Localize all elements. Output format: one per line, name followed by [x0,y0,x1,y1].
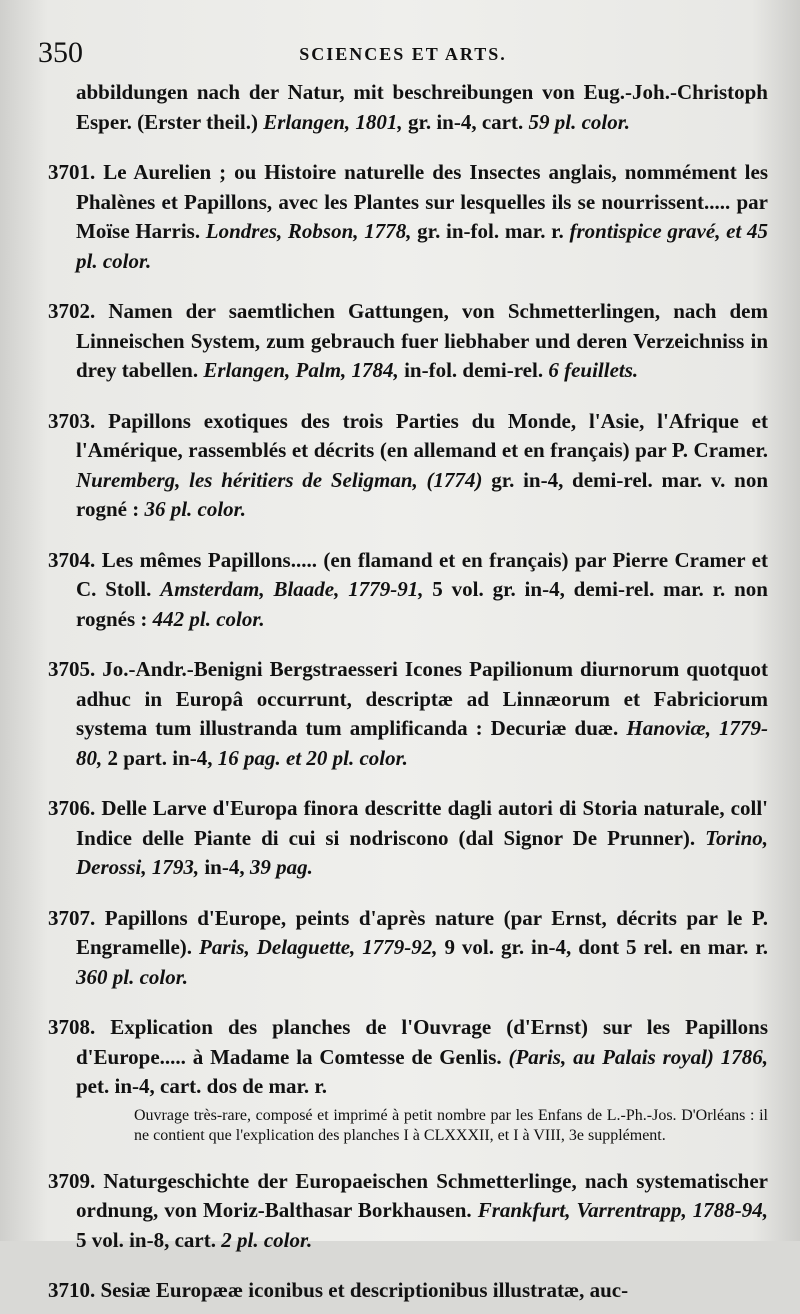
entry-number: 3702. [48,299,96,323]
page-header [38,36,768,76]
entry-number: 3706. [48,796,96,820]
catalog-entry: 3701. Le Aurelien ; ou Histoire naturelle des Insectes anglais, nommément les Phalènes et Papillons, avec les Plantes sur lesquelles ils se nourrissent..... par Moïse Harris. Londres, Robson, 1778, gr. in-fol. mar. r. frontispice gravé, et 45 pl. color. [48,160,769,273]
catalog-entry: 3702. Namen der saemtlichen Gattungen, von Schmetterlingen, nach dem Linneischen System, zum gebrauch fuer liebhaber und deren Verzeichniss in drey tabellen. Erlangen, Palm, 1784, in-fol. demi-rel. 6 feuillets. [48,299,768,382]
catalog-body [46,78,768,1314]
page-number: 350 [38,36,83,69]
catalog-entry: 3708. Explication des planches de l'Ouvrage (d'Ernst) sur les Papillons d'Europe..... à Madame la Comtesse de Genlis. (Paris, au Palais royal) 1786, pet. in-4, cart. dos de mar. r. [48,1015,769,1098]
catalog-entry: 3703. Papillons exotiques des trois Parties du Monde, l'Asie, l'Afrique et l'Amérique, rassemblés et décrits (en allemand et en français) par P. Cramer. Nuremberg, les héritiers de Seligman, (1774) gr. in-4, demi-rel. mar. v. non rogné : 36 pl. color. [48,408,768,521]
catalog-entry: 3710. Sesiæ Europææ iconibus et descriptionibus illustratæ, auc- [48,1278,629,1302]
catalog-entry: 3704. Les mêmes Papillons..... (en flamand et en français) par Pierre Cramer et C. Stoll. Amsterdam, Blaade, 1779-91, 5 vol. gr. in-4, demi-rel. mar. r. non rognés : 442 pl. color. [48,547,768,631]
entry-number: 3709. [48,1168,96,1193]
entry-number: 3704. [48,547,96,572]
running-head: SCIENCES ET ARTS. [299,44,507,64]
entry-note: Ouvrage très-rare, composé et imprimé à petit nombre par les Enfans de L.-Ph.-Jos. D'Orléans : il ne contient que l'explication des planches I à CLXXXII, et I à VIII, 3e supplément. [134,1106,768,1144]
entry-number: 3707. [48,905,96,930]
entry-number: 3703. [48,408,96,433]
entry-number: 3708. [48,1015,96,1039]
entry-number: 3701. [48,160,96,184]
catalog-entry: 3705. Jo.-Andr.-Benigni Bergstraesseri Icones Papilionum diurnorum quotquot adhuc in Europâ occurrunt, descriptæ ad Linnæorum et Fabriciorum systema tum illustranda tum amplificanda : Decuriæ duæ. Hanoviæ, 1779-80, 2 part. in-4, 16 pag. et 20 pl. color. [48,657,769,770]
entry-number: 3710. [48,1278,96,1302]
catalog-entry: 3706. Delle Larve d'Europa finora descritte dagli autori di Storia naturale, coll' Indice delle Piante di cui si nodriscono (dal Signor De Prunner). Torino, Derossi, 1793, in-4, 39 pag. [48,796,768,879]
catalog-entry: 3709. Naturgeschichte der Europaeischen Schmetterlinge, nach systematischer ordnung, von Moriz-Balthasar Borkhausen. Frankfurt, Varrentrapp, 1788-94, 5 vol. in-8, cart. 2 pl. color. [48,1168,769,1252]
entry-number: 3705. [48,657,96,681]
catalog-entry-continued: abbildungen nach der Natur, mit beschreibungen von Eug.-Joh.-Christoph Esper. (Erster theil.) Erlangen, 1801, gr. in-4, cart. 59 pl. color. [76,80,768,134]
catalog-entry: 3707. Papillons d'Europe, peints d'après nature (par Ernst, décrits par le P. Engramelle). Paris, Delaguette, 1779-92, 9 vol. gr. in-4, dont 5 rel. en mar. r. 360 pl. color. [48,905,769,989]
